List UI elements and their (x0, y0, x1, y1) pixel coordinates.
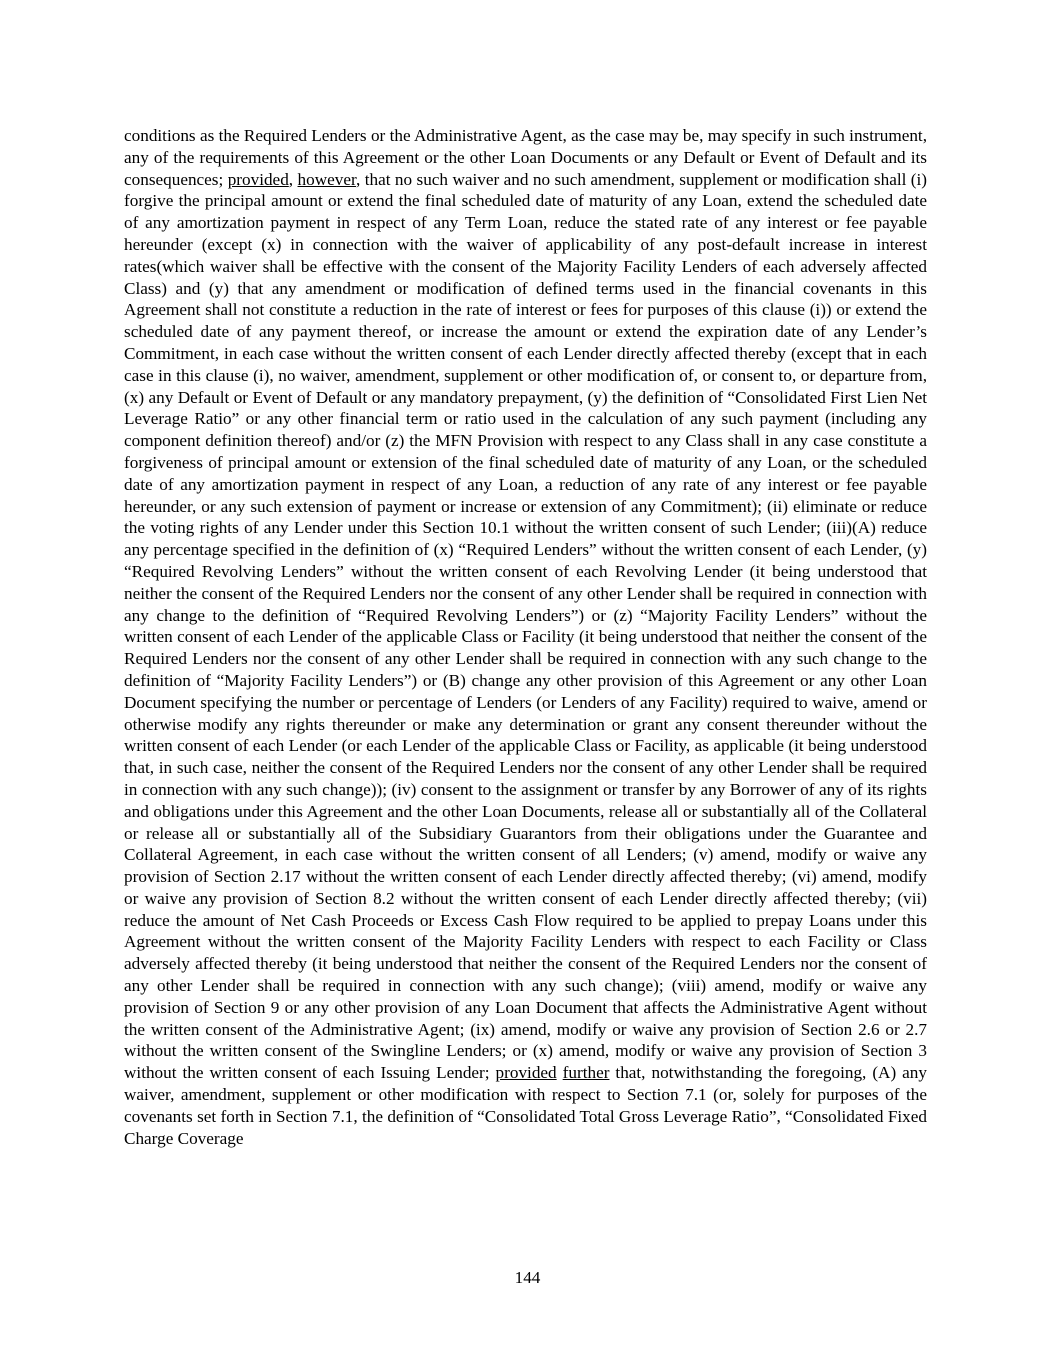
paragraph-text: conditions as the Required Lenders or the Administrative Agent, as the case may be, may specify in such instrument, any of the requirements of this Agreement or the other Loan Documents or any Default or Event of Default and its consequences; (124, 126, 927, 189)
paragraph-text: , that no such waiver and no such amendment, supplement or modification shall (i) forgive the principal amount or extend the final scheduled date of maturity of any Loan, extend the scheduled date of any amortization payment in respect of any Term Loan, reduce the stated rate of any interest or fee payable hereunder (except (x) in connection with the waiver of applicability of any post-default increase in interest rates(which waiver shall be effective with the consent of the Majority Facility Lenders of each adversely affected Class) and (y) that any amendment or modification of defined terms used in the financial covenants in this Agreement shall not constitute a reduction in the rate of interest or fees for purposes of this clause (i)) or extend the scheduled date of any payment thereof, or increase the amount or extend the expiration date of any Lender’s Commitment, in each case without the written consent of each Lender directly affected thereby (except that in each case in this clause (i), no waiver, amendment, supplement or other modification of, or consent to, or departure from, (x) any Default or Event of Default or any mandatory prepayment, (y) the definition of “Consolidated First Lien Net Leverage Ratio” or any other financial term or ratio used in the calculation of any such payment (including any component definition thereof) and/or (z) the MFN Provision with respect to any Class shall in any case constitute a forgiveness of principal amount or extension of the final scheduled date of maturity of any Loan, or the scheduled date of any amortization payment in respect of any Loan, a reduction of any rate of any interest or fee payable hereunder, or any such extension of payment or increase or extension of any Commitment); (ii) eliminate or reduce the voting rights of any Lender under this Section 10.1 without the written consent of such Lender; (iii)(A) reduce any percentage specified in the definition of (x) “Required Lenders” without the written consent of each Lender, (y) “Required Revolving Lenders” without the written consent of each Revolving Lender (it being understood that neither the consent of the Required Lenders nor the consent of any other Lender shall be required in connection with any change to the definition of “Required Revolving Lenders”) or (z) “Majority Facility Lenders” without the written consent of each Lender of the applicable Class or Facility (it being understood that neither the consent of the Required Lenders nor the consent of any other Lender shall be required in connection with any such change to the definition of “Majority Facility Lenders”) or (B) change any other provision of this Agreement or any other Loan Document specifying the number or percentage of Lenders (or Lenders of any Facility) required to waive, amend or otherwise modify any rights thereunder or make any determination or grant any consent thereunder without the written consent of each Lender (or each Lender of the applicable Class or Facility, as applicable (it being understood that, in such case, neither the consent of the Required Lenders nor the consent of any other Lender shall be required in connection with any such change)); (iv) consent to the assignment or transfer by any Borrower of any of its rights and obligations under this Agreement and the other Loan Documents, release all or substantially all of the Collateral or release all or substantially all of the Subsidiary Guarantors from their obligations under the Guarantee and Collateral Agreement, in each case without the written consent of all Lenders; (v) amend, modify or waive any provision of Section 2.17 without the written consent of each Lender directly affected thereby; (vi) amend, modify or waive any provision of Section 8.2 without the written consent of each Lender directly affected thereby; (vii) reduce the amount of Net Cash Proceeds or Excess Cash Flow required to be applied to prepay Loans under this Agreement without the written consent of the Majority Facility Lenders with respect to each Facility or Class adversely affected thereby (it being understood that neither the consent of the Required Lenders nor the consent of any other Lender shall be required in connection with any such change); (viii) amend, modify or waive any provision of Section 9 or any other provision of any Loan Document that affects the Administrative Agent without the written consent of the Administrative Agent; (ix) amend, modify or waive any provision of Section 2.6 or 2.7 without the written consent of the Swingline Lenders; or (x) amend, modify or waive any provision of Section 3 without the written consent of each Issuing Lender; (124, 169, 928, 1083)
paragraph-text: , (288, 169, 298, 189)
further-term: further (562, 1063, 610, 1083)
paragraph-text: that, notwithstanding the foregoing, (A) any waiver, amendment, supplement or other modification with respect to Section 7.1 (or, solely for purposes of the covenants set forth in Section 7.1, the definition of “Consolidated Total Gross Leverage Ratio”, “Consolidated Fixed Charge Coverage (124, 1063, 927, 1148)
provided-term: provided (495, 1063, 557, 1083)
provided-term: provided (227, 169, 289, 189)
body-paragraph (124, 125, 927, 1149)
however-term: however (297, 169, 357, 189)
page-number: 144 (514, 1268, 541, 1287)
